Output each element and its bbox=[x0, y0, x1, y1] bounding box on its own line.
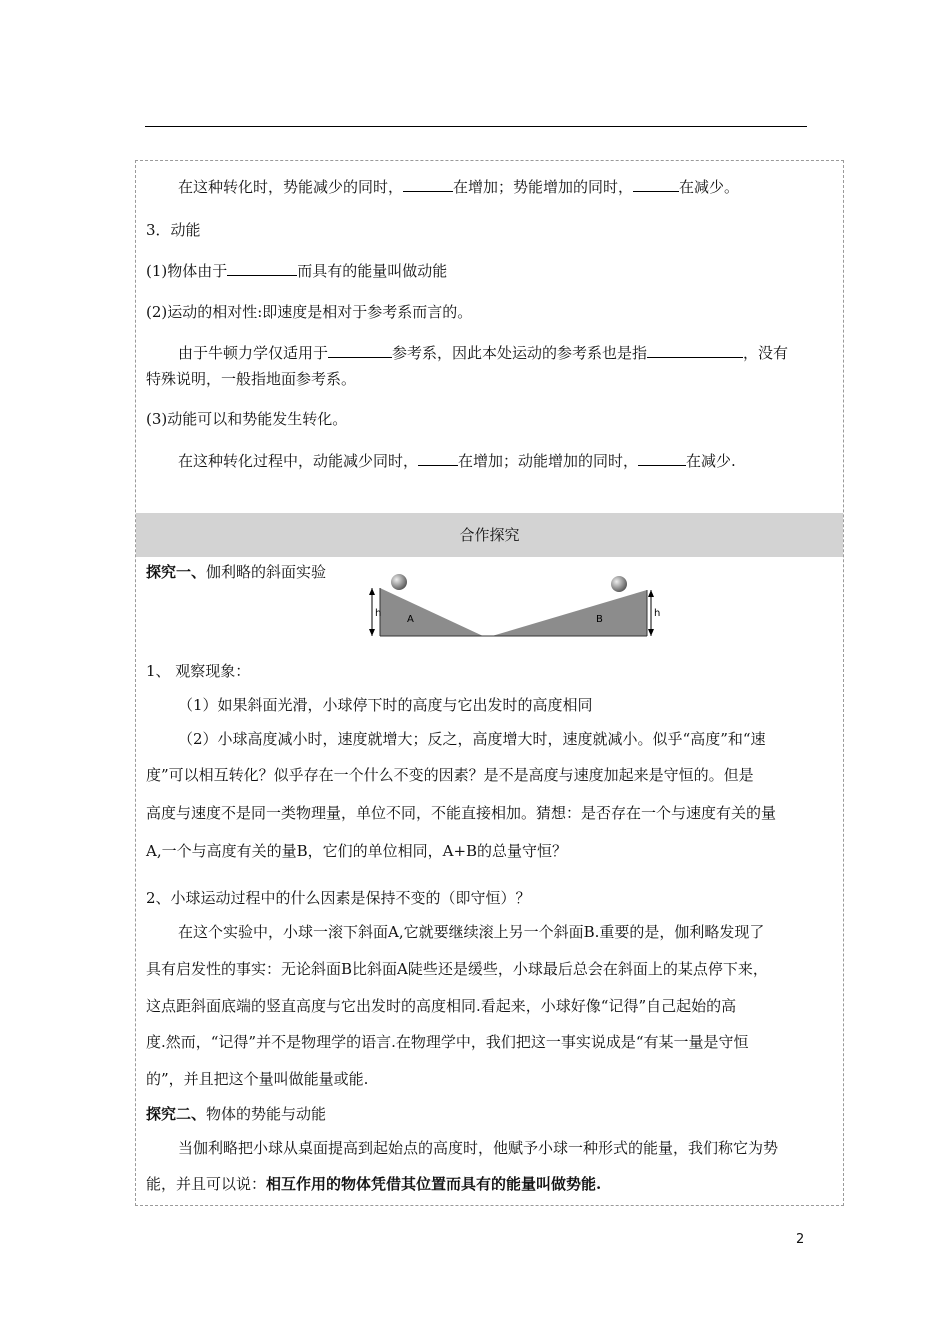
ball-b bbox=[611, 576, 627, 592]
blank[interactable] bbox=[633, 177, 679, 192]
observation-1: （1）如果斜面光滑，小球停下时的高度与它出发时的高度相同 bbox=[178, 696, 593, 714]
incline-b bbox=[492, 590, 647, 636]
newton-line-2: 特殊说明，一般指地面参考系。 bbox=[146, 370, 357, 388]
blank[interactable] bbox=[328, 343, 392, 358]
conversion-sentence-1: 在这种转化时，势能减少的同时， 在增加；势能增加的同时， 在减少。 bbox=[178, 178, 740, 196]
paragraph-line-4: 度.然而，“记得”并不是物理学的语言.在物理学中，我们把这一事实说成是“有某一量是守恒 bbox=[146, 1033, 749, 1051]
section-3-title: 3．动能 bbox=[146, 221, 201, 239]
blank[interactable] bbox=[418, 451, 458, 466]
blank[interactable] bbox=[403, 177, 453, 192]
item-3-2: (2)运动的相对性:即速度是相对于参考系而言的。 bbox=[146, 303, 473, 321]
paragraph-line-1: 在这个实验中，小球一滚下斜面A,它就要继续滚上另一个斜面B.重要的是，伽利略发现了 bbox=[178, 923, 765, 941]
last-paragraph-line-2: 能，并且可以说：相互作用的物体凭借其位置而具有的能量叫做势能. bbox=[146, 1175, 602, 1193]
paragraph-line-5: 的”，并且把这个量叫做能量或能. bbox=[146, 1070, 369, 1088]
item-3-3: (3)动能可以和势能发生转化。 bbox=[146, 410, 348, 428]
last-paragraph-line-1: 当伽利略把小球从桌面提高到起始点的高度时，他赋予小球一种形式的能量，我们称它为势 bbox=[178, 1139, 779, 1157]
conversion-sentence-2: 在这种转化过程中，动能减少同时， 在增加；动能增加的同时， 在减少. bbox=[178, 452, 736, 470]
label-b: B bbox=[596, 614, 603, 625]
observation-2-line-1: （2）小球高度减小时，速度就增大；反之，高度增大时，速度就减小。似乎“高度”和“速 bbox=[178, 730, 766, 748]
ball-a bbox=[391, 574, 407, 590]
page-number: 2 bbox=[796, 1232, 805, 1247]
label-h-right: h bbox=[654, 608, 661, 619]
observation-2-line-3: 高度与速度不是同一类物理量，单位不同，不能直接相加。猜想：是否存在一个与速度有关的量 bbox=[146, 804, 777, 822]
header-rule bbox=[145, 126, 807, 127]
exploration-1-heading: 探究一、伽利略的斜面实验 bbox=[146, 563, 327, 581]
item-3-1: (1)物体由于 而具有的能量叫做动能 bbox=[146, 262, 448, 280]
blank[interactable] bbox=[227, 261, 297, 276]
blank[interactable] bbox=[638, 451, 686, 466]
section-band: 合作探究 bbox=[136, 513, 843, 557]
paragraph-line-3: 这点距斜面底端的竖直高度与它出发时的高度相同.看起来，小球好像“记得”自己起始的高 bbox=[146, 997, 737, 1015]
paragraph-line-2: 具有启发性的事实：无论斜面B比斜面A陡些还是缓些，小球最后总会在斜面上的某点停下来， bbox=[146, 960, 768, 978]
newton-line-1: 由于牛顿力学仅适用于 参考系，因此本处运动的参考系也是指 ，没有 bbox=[178, 344, 789, 362]
observation-title: 1、 观察现象： bbox=[146, 662, 251, 680]
blank[interactable] bbox=[647, 343, 743, 358]
observation-2-line-2: 度”可以相互转化？似乎存在一个什么不变的因素？是不是高度与速度加起来是守恒的。但是 bbox=[146, 766, 754, 784]
label-h-left: h bbox=[375, 608, 382, 619]
label-a: A bbox=[407, 614, 414, 625]
incline-diagram bbox=[365, 570, 665, 642]
exploration-2-heading: 探究二、物体的势能与动能 bbox=[146, 1105, 327, 1123]
observation-2-line-4: A,一个与高度有关的量B，它们的单位相同，A+B的总量守恒？ bbox=[146, 842, 568, 860]
question-2: 2、小球运动过程中的什么因素是保持不变的（即守恒）？ bbox=[146, 889, 531, 907]
potential-energy-definition: 相互作用的物体凭借其位置而具有的能量叫做势能. bbox=[266, 1175, 602, 1193]
incline-a bbox=[380, 588, 483, 636]
